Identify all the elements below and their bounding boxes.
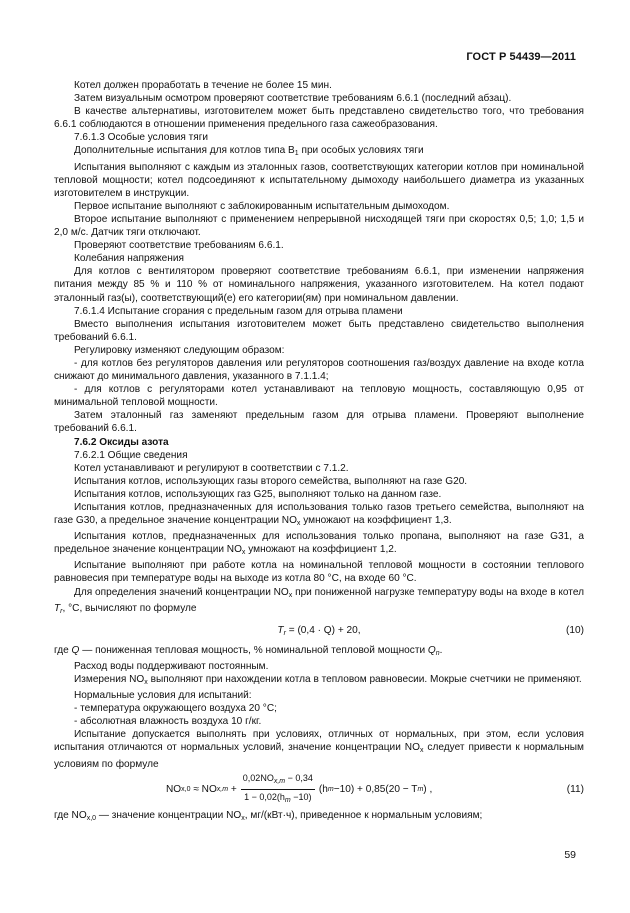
paragraph: Нормальные условия для испытаний: (74, 690, 252, 702)
paragraph: Затем эталонный газ заменяют предельным газом для отрыва пламени. Проверяют выполнение требований 6.6.1. (54, 410, 584, 435)
paragraph: где $NO_{x,0}$ — значение концентрации $NO_x$, мг/(кВт·ч), приведенное к нормальным условиям; (54, 809, 483, 822)
paragraph: Затем визуальным осмотром проверяют соответствие требованиям 6.6.1 (последний абзац). (74, 93, 512, 105)
paragraph: Испытания котлов, использующих газ G25, выполняют только на данном газе. (74, 488, 442, 500)
paragraph: где Q — пониженная тепловая мощность, % номинальной тепловой мощности $Q_n$. (54, 644, 443, 657)
subsection-heading: 7.6.1.4 Испытание сгорания с предельным газом для отрыва пламени (74, 305, 403, 317)
paragraph: Измерения $NO_x$ выполняют при нахождении котла в тепловом равновесии. Мокрые счетчики не применяют. (74, 673, 582, 686)
standard-header: ГОСТ Р 54439—2011 (466, 51, 576, 63)
paragraph: Испытание выполняют при работе котла на номинальной тепловой мощности в состоянии теплового равновесия при температуре воды на выходе из котла 80 °С, на входе 60 °С. (54, 560, 584, 585)
paragraph: - абсолютная влажность воздуха 10 г/кг. (74, 716, 262, 728)
paragraph: Котел должен проработать в течение не более 15 мин. (74, 80, 332, 91)
paragraph: Колебания напряжения (74, 253, 184, 265)
paragraph: Первое испытание выполняют с заблокированным испытательным дымоходом. (74, 200, 450, 212)
paragraph: Вместо выполнения испытания изготовителем может быть представлено свидетельство выполнения требований 6.6.1. (54, 318, 584, 343)
paragraph: - для котлов без регуляторов давления или регуляторов соотношения газ/воздух давление на входе котла снижают до минимального давления, указанного в 7.1.1.4; (54, 357, 584, 383)
paragraph: Котел устанавливают и регулируют в соответствии с 7.1.2. (74, 462, 349, 474)
paragraph: Испытания котлов, использующих газы второго семейства, выполняют на газе G20. (74, 475, 468, 487)
paragraph: Испытания котлов, предназначенных для использования только пропана, выполняют на газе G31, а предельное значение концентрации $NO_x$ умножают на коэффициент 1,2. (54, 531, 584, 557)
paragraph: Второе испытание выполняют с применением непрерывной нисходящей тяги при скоростях 0,5; 1,0; 1,5 и 2,0 м/с. Датчик тяги отключают. (54, 213, 584, 239)
paragraph: Проверяют соответствие требованиям 6.6.1. (74, 240, 284, 252)
paragraph: - температура окружающего воздуха 20 °С; (74, 703, 277, 715)
formula-number: (11) (566, 783, 584, 795)
section-heading: 7.6.2 Оксиды азота (74, 436, 169, 448)
formula-10: $T_r = (0,4 \cdot Q) + 20$, (10) (277, 624, 584, 637)
formula-11: NO x,0 ≈ NO x,m + $\frac{0,02NO_{x,m} - 0,34}{1 - 0,02(h_m -10)}$ (h m −10) + 0,85(20 − T m ) , (11) (166, 773, 584, 805)
paragraph: - для котлов с регуляторами котел устанавливают на тепловую мощность, составляющую 0,95 от минимальной тепловой мощности. (54, 384, 584, 409)
formula-number: (10) (566, 624, 584, 636)
paragraph: Расход воды поддерживают постоянным. (74, 660, 269, 672)
subsection-heading: 7.6.1.3 Особые условия тяги (74, 132, 209, 144)
page-number: 59 (564, 849, 576, 861)
paragraph: Регулировку изменяют следующим образом: (74, 344, 285, 356)
paragraph: Испытания выполняют с каждым из эталонных газов, соответствующих категории котлов при номинальной тепловой мощности; котел подсоединяют к испытательному дымоходу наибольшего диаметра из указанных изготовителем в инструкции. (54, 161, 584, 199)
paragraph: Для котлов с вентилятором проверяют соответствие требованиям 6.6.1, при изменении напряжения питания между 85 % и 110 % от номинального напряжения, указанного изготовителем. На котел подают эталонный газ(ы), соответствующий(е) его категории(ям) при номинальном давлении. (54, 266, 584, 304)
paragraph: Для определения значений концентрации $NO_x$ при пониженной нагрузке температуру воды на входе в котел $T_r$, °С, вычисляют по формуле (54, 586, 584, 615)
paragraph: Дополнительные испытания для котлов типа $B_1$ при особых условиях тяги (74, 145, 424, 158)
paragraph: В качестве альтернативы, изготовителем может быть представлено свидетельство того, что требования 6.6.1 соблюдаются в отношении применения предельного газа сажеобразования. (54, 106, 584, 131)
paragraph: Испытания котлов, предназначенных для использования только газов третьего семейства, выполняют на газе G30, а предельное значение концентрации $NO_x$ умножают на коэффициент 1,3. (54, 502, 584, 528)
paragraph: Испытание допускается выполнять при условиях, отличных от нормальных, при этом, если условия испытания отличаются от нормальных условий, значение концентрации $NO_x$ следует привести к нормальным условиям по формуле (54, 729, 584, 770)
subsection-heading: 7.6.2.1 Общие сведения (74, 449, 188, 461)
document-body (54, 79, 584, 825)
